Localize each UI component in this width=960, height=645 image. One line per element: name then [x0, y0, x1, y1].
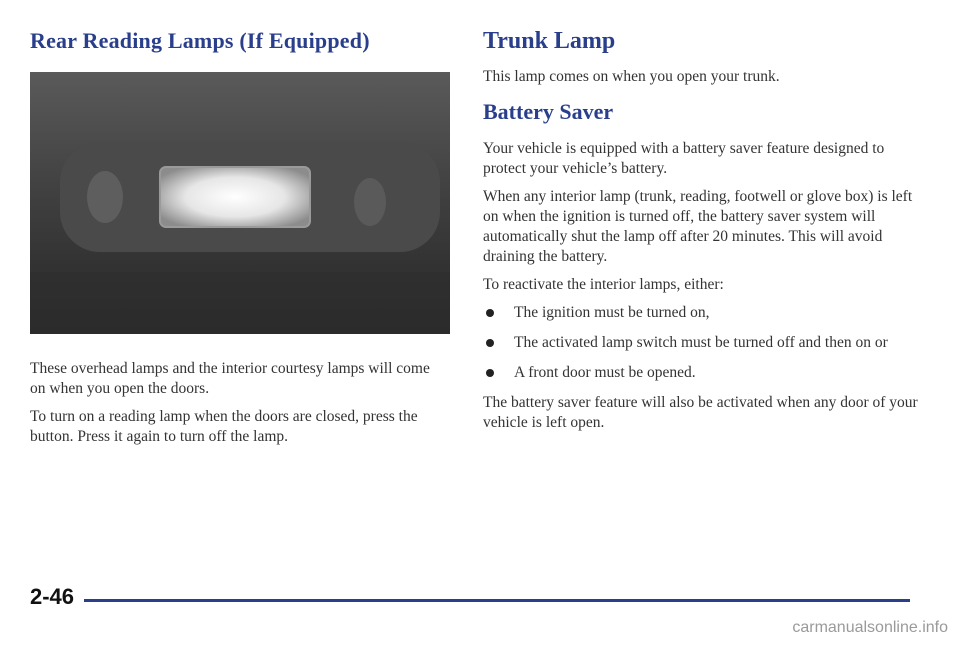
- trunk-lamp-heading: Trunk Lamp: [483, 28, 616, 54]
- left-column: [30, 28, 430, 447]
- rear-reading-lamps-heading: Rear Reading Lamps (If Equipped): [30, 28, 370, 53]
- list-item-text: A front door must be opened.: [514, 364, 696, 381]
- footer-rule: [84, 599, 910, 602]
- page-footer: [30, 584, 910, 610]
- battery-paragraph-1: Your vehicle is equipped with a battery saver feature designed to protect your vehicle’s battery.: [483, 140, 885, 177]
- battery-saver-body: [483, 139, 923, 433]
- bullet-icon: [486, 339, 494, 347]
- left-paragraph-2: To turn on a reading lamp when the doors are closed, press the button. Press it again to turn off the lamp.: [30, 408, 418, 445]
- left-body: [30, 359, 430, 447]
- reading-lamp-photo: [30, 72, 450, 334]
- watermark-text: carmanualsonline.info: [792, 619, 948, 636]
- battery-paragraph-3: To reactivate the interior lamps, either:: [483, 276, 724, 293]
- bullet-icon: [486, 309, 494, 317]
- trunk-lamp-text: This lamp comes on when you open your trunk.: [483, 68, 780, 85]
- page-number: 2-46: [30, 584, 75, 609]
- list-item: [483, 303, 923, 323]
- left-paragraph-1: These overhead lamps and the interior courtesy lamps will come on when you open the doors.: [30, 360, 430, 397]
- battery-closing: The battery saver feature will also be activated when any door of your vehicle is left open.: [483, 394, 918, 431]
- list-item-text: The ignition must be turned on,: [514, 304, 710, 321]
- list-item: [483, 333, 923, 353]
- reactivate-list: [483, 303, 923, 383]
- list-item-text: The activated lamp switch must be turned off and then on or: [514, 334, 888, 351]
- right-column: [483, 28, 923, 433]
- battery-paragraph-2: When any interior lamp (trunk, reading, footwell or glove box) is left on when the ignition is turned off, the battery saver system will automatically shut the lamp off after 20 minutes. This will avoid draining the battery.: [483, 188, 913, 265]
- bullet-icon: [486, 369, 494, 377]
- battery-saver-heading: Battery Saver: [483, 99, 614, 124]
- list-item: [483, 363, 923, 383]
- reading-lamp-illustration: [30, 72, 450, 334]
